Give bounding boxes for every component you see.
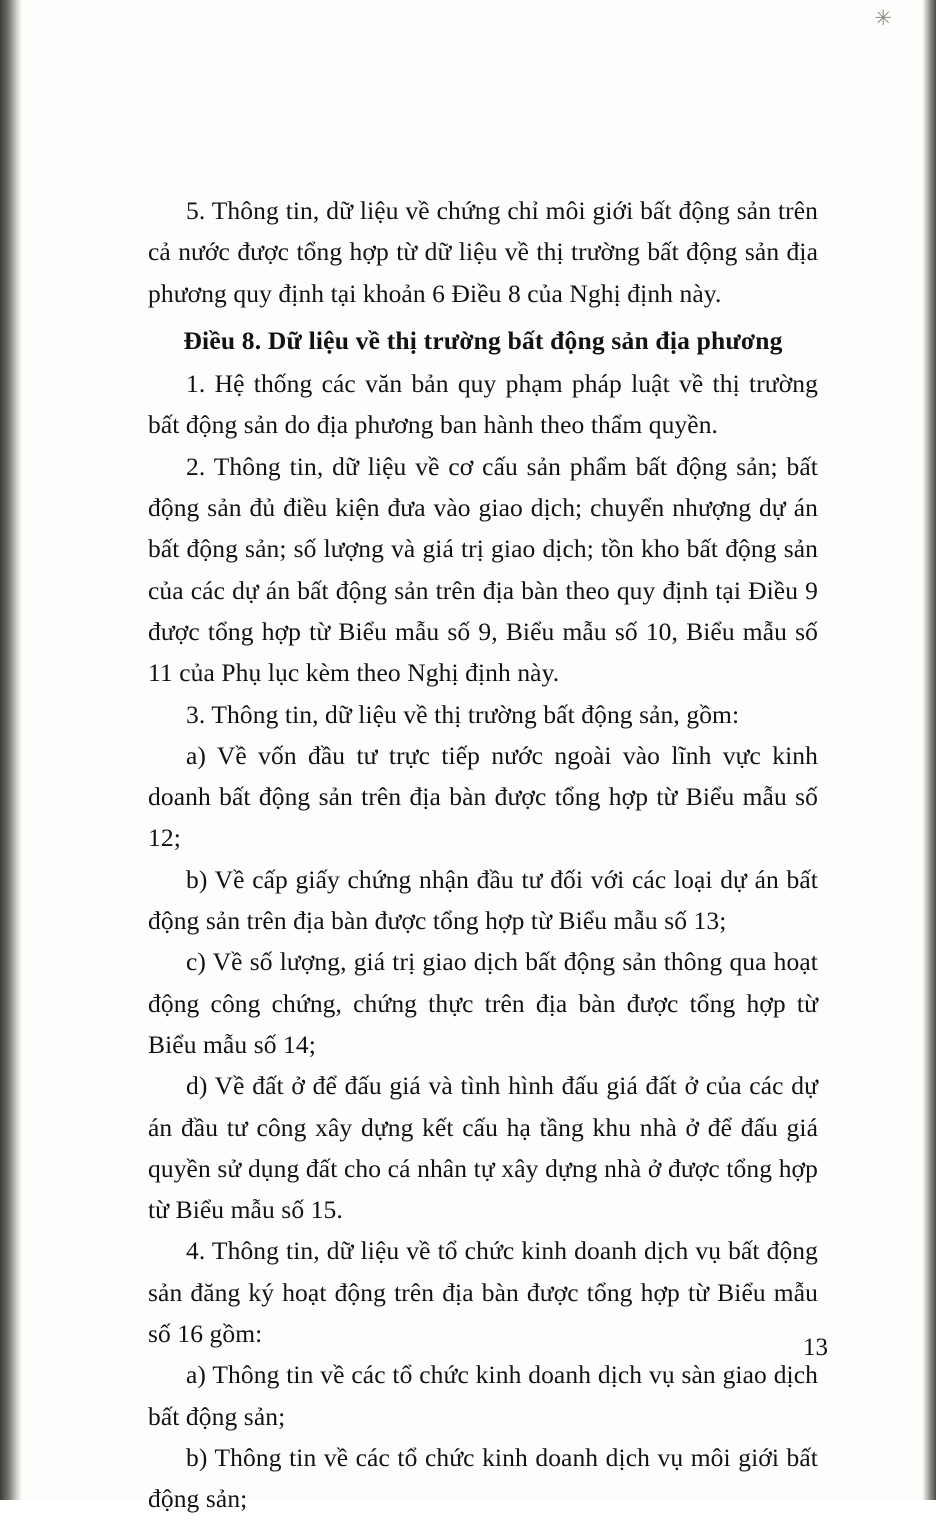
paragraph-2: 2. Thông tin, dữ liệu về cơ cấu sản phẩm bất động sản; bất động sản đủ điều kiện đưa vào giao dịch; chuyển nhượng dự án bất động sản; số lượng và giá trị giao dịch; tồn kho bất động sản của các dự án bất động sản trên địa bàn theo quy định tại Điều 9 được tổng hợp từ Biểu mẫu số 9, Biểu mẫu số 10, Biểu mẫu số 11 của Phụ lục kèm theo Nghị định này. <box>148 451 818 688</box>
page-right-edge-shadow <box>922 0 936 1500</box>
paragraph-3c: c) Về số lượng, giá trị giao dịch bất động sản thông qua hoạt động công chứng, chứng thực trên địa bàn được tổng hợp từ Biểu mẫu số 14; <box>148 947 818 1059</box>
paragraph-5: 5. Thông tin, dữ liệu về chứng chỉ môi giới bất động sản trên cả nước được tổng hợp từ dữ liệu về thị trường bất động sản địa phương quy định tại khoản 6 Điều 8 của Nghị định này. <box>148 196 818 308</box>
section-heading-dieu-8: Điều 8. Dữ liệu về thị trường bất động sản địa phương <box>183 325 783 355</box>
asterisk-icon: ✳ <box>874 6 892 30</box>
paragraph-4b: b) Thông tin về các tổ chức kinh doanh dịch vụ môi giới bất động sản; <box>148 1442 818 1514</box>
paragraph-4a: a) Thông tin về các tổ chức kinh doanh dịch vụ sàn giao dịch bất động sản; <box>148 1360 818 1431</box>
paragraph-4: 4. Thông tin, dữ liệu về tổ chức kinh doanh dịch vụ bất động sản đăng ký hoạt động trên địa bàn được tổng hợp từ Biểu mẫu số 16 gồm: <box>148 1236 818 1349</box>
paragraph-3b: b) Về cấp giấy chứng nhận đầu tư đối với các loại dự án bất động sản trên địa bàn được tổng hợp từ Biểu mẫu số 13; <box>148 864 818 936</box>
page-left-edge-shadow <box>0 0 22 1500</box>
paragraph-1: 1. Hệ thống các văn bản quy phạm pháp luật về thị trường bất động sản do địa phương ban hành theo thẩm quyền. <box>148 369 818 440</box>
paragraph-3: 3. Thông tin, dữ liệu về thị trường bất động sản, gồm: <box>186 699 740 729</box>
document-body <box>148 190 818 1520</box>
paragraph-3d: d) Về đất ở để đấu giá và tình hình đấu giá đất ở của các dự án đầu tư công xây dựng kết cấu hạ tầng khu nhà ở để đấu giá quyền sử dụng đất cho cá nhân tự xây dựng nhà ở được tổng hợp từ Biểu mẫu số 15. <box>148 1071 818 1225</box>
paragraph-3a: a) Về vốn đầu tư trực tiếp nước ngoài vào lĩnh vực kinh doanh bất động sản trên địa bàn được tổng hợp từ Biểu mẫu số 12; <box>148 740 818 853</box>
page-number: 13 <box>803 1334 828 1361</box>
